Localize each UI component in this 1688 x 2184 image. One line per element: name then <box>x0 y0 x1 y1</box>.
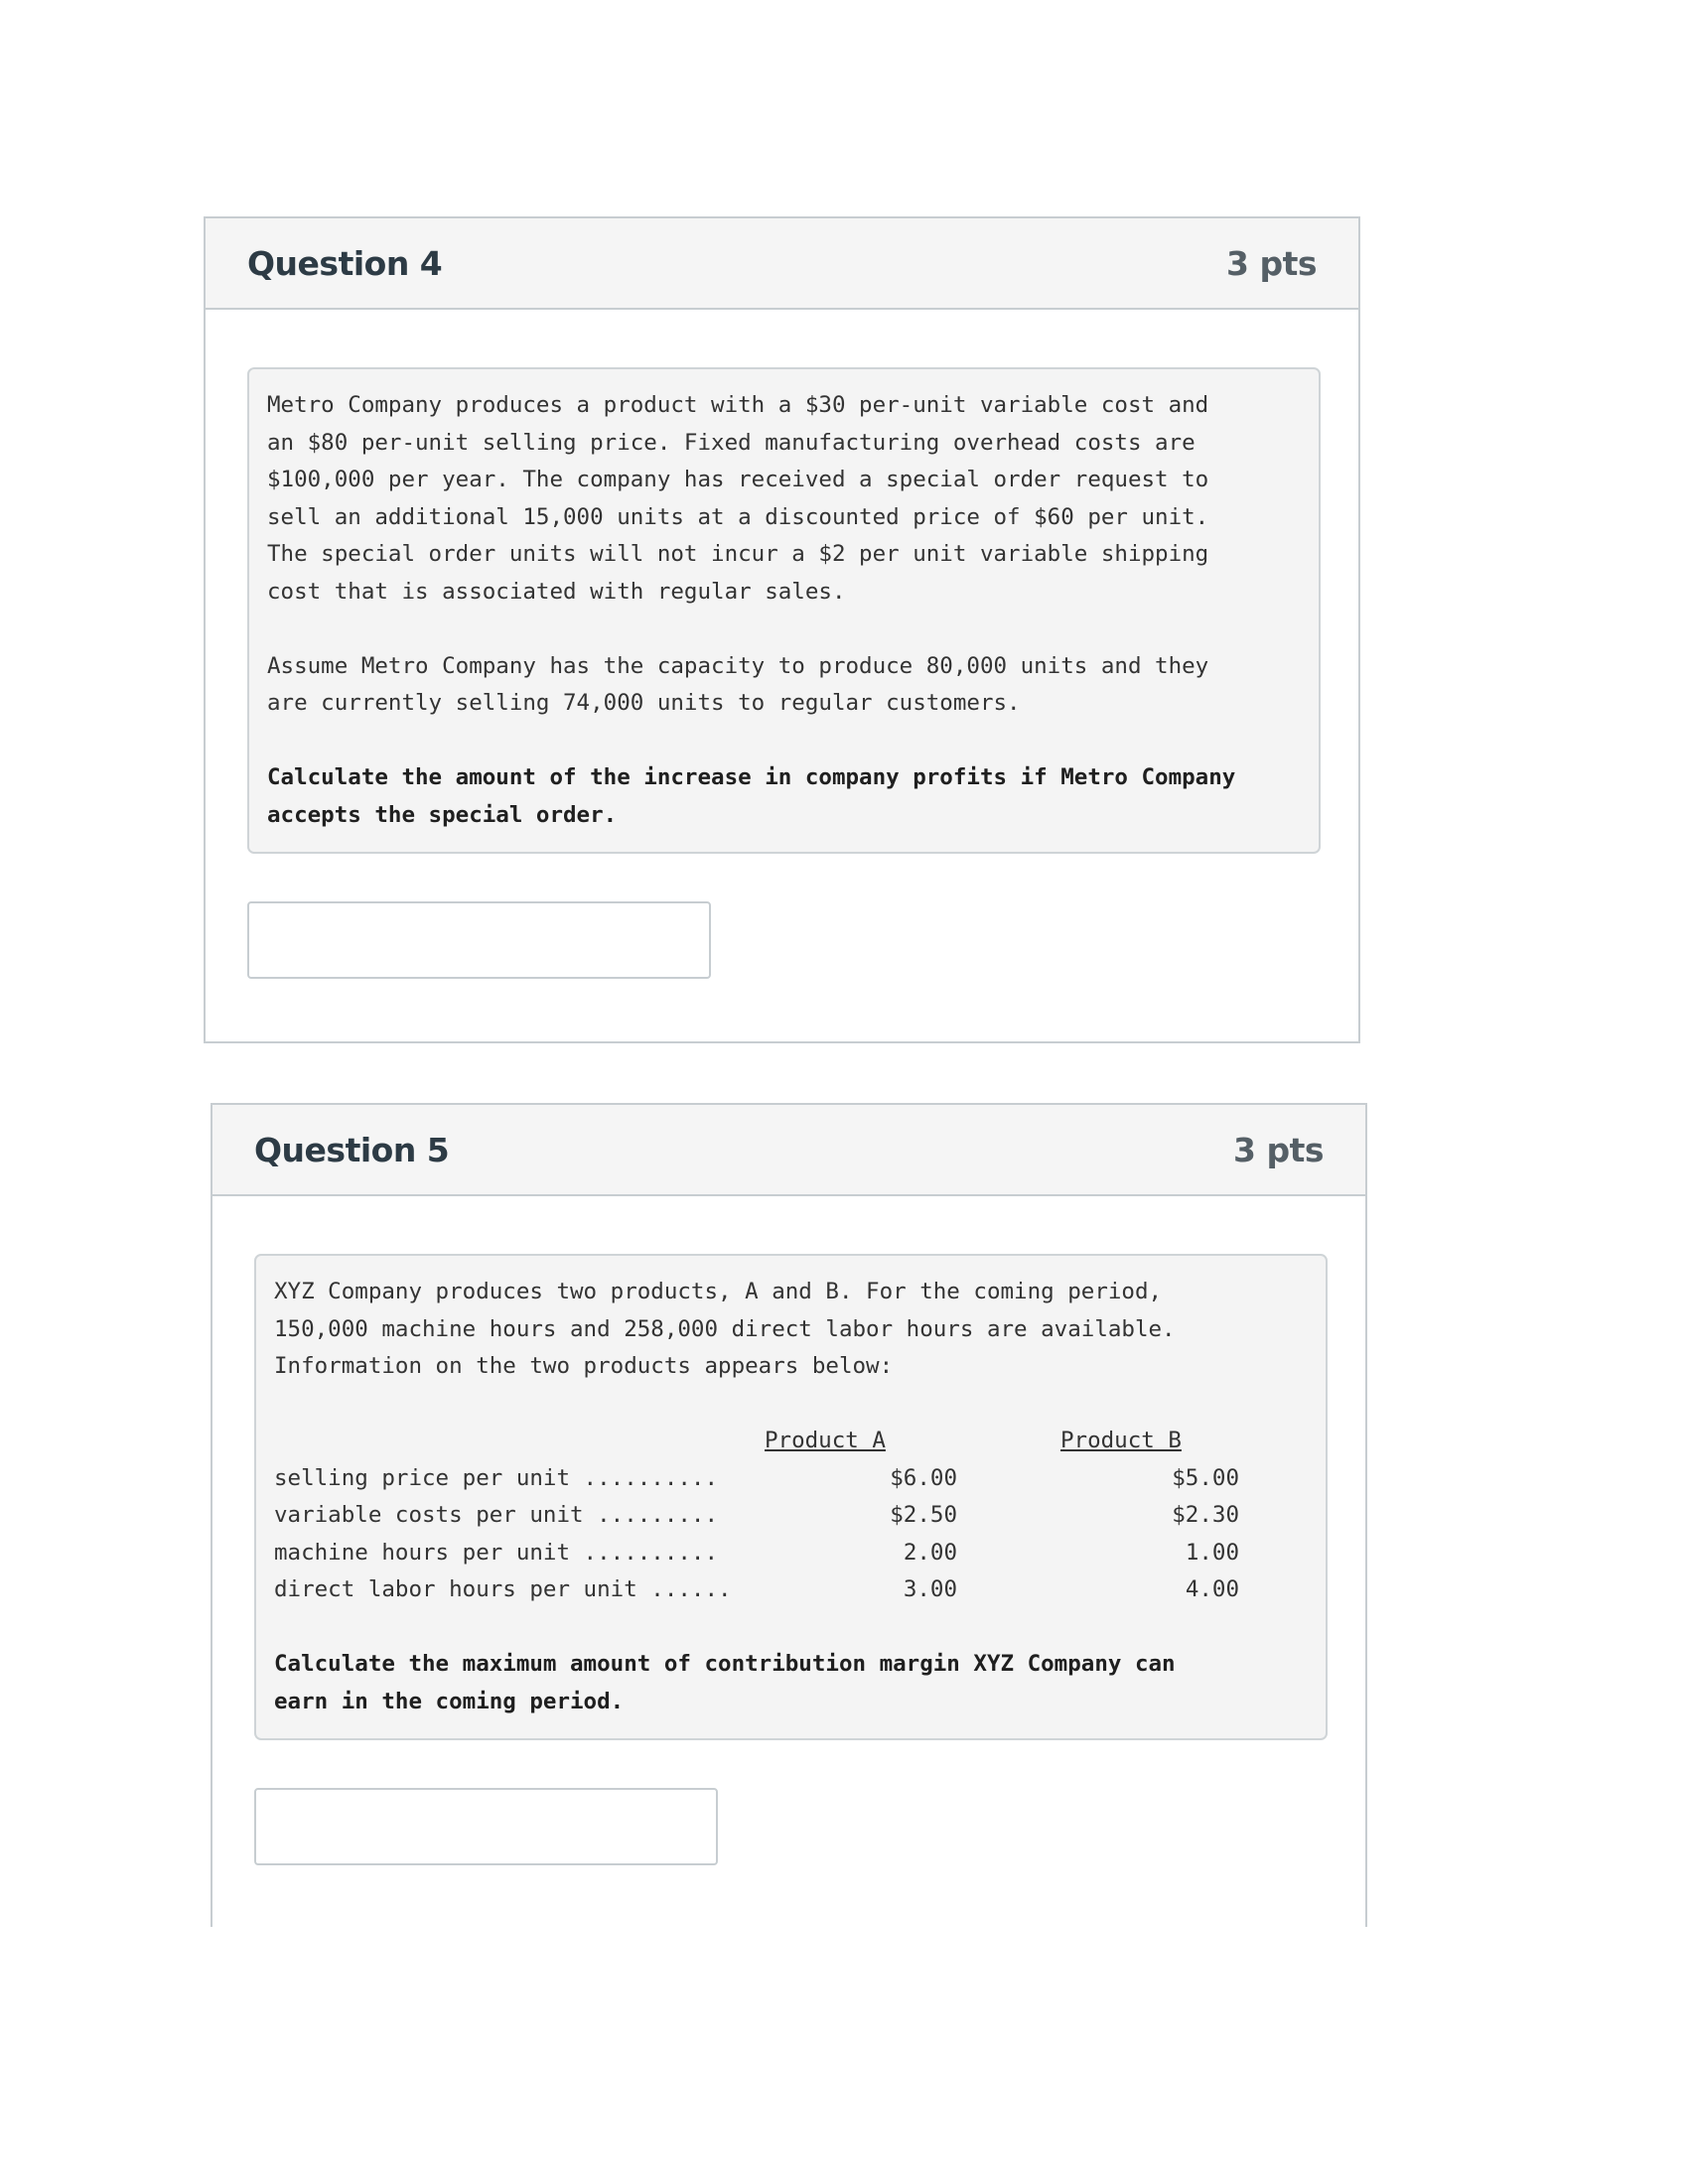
row-label: variable costs per unit ......... <box>274 1502 719 1528</box>
product-a-value: 2.00 <box>903 1539 957 1566</box>
product-b-value: $2.30 <box>1172 1502 1239 1528</box>
product-b-value: $5.00 <box>1172 1464 1239 1491</box>
question-header <box>206 218 1358 310</box>
table-row <box>274 1571 1265 1609</box>
product-b-value: 4.00 <box>1185 1576 1239 1602</box>
product-table <box>274 1423 1265 1609</box>
answer-input[interactable] <box>247 901 711 979</box>
question-title: Question 4 <box>247 243 443 283</box>
product-b-value: 1.00 <box>1185 1539 1239 1566</box>
column-header-product-b: Product B <box>1060 1428 1182 1453</box>
product-a-value: $2.50 <box>890 1502 957 1528</box>
problem-text-box <box>247 367 1321 854</box>
problem-instruction: Calculate the amount of the increase in company profits if Metro Company accepts the special order. <box>267 764 1236 828</box>
row-label: machine hours per unit .......... <box>274 1539 719 1566</box>
question-4-card <box>204 216 1360 1043</box>
table-row <box>274 1535 1265 1572</box>
product-a-value: 3.00 <box>903 1576 957 1602</box>
problem-text-box <box>254 1254 1328 1740</box>
question-header <box>212 1105 1365 1196</box>
product-a-value: $6.00 <box>890 1464 957 1491</box>
question-points: 3 pts <box>1226 243 1317 283</box>
problem-paragraph: XYZ Company produces two products, A and B. For the coming period, 150,000 machine hours and 258,000 direct labor hours are available. Information on the two products appears below: <box>274 1279 1176 1379</box>
problem-paragraph: Metro Company produces a product with a $30 per-unit variable cost and an $80 per-unit selling price. Fixed manufacturing overhead costs are $100,000 per year. The company has received a special order request to sell an additional 15,000 units at a discounted price of $60 per unit. The special order units will not incur a $2 per unit variable shipping cost that is associated with regular sales. <box>267 392 1209 605</box>
table-header-row <box>274 1423 1265 1460</box>
question-body <box>212 1196 1365 1865</box>
table-row <box>274 1497 1265 1535</box>
question-title: Question 5 <box>254 1130 450 1169</box>
question-points: 3 pts <box>1233 1130 1324 1169</box>
problem-instruction: Calculate the maximum amount of contribution margin XYZ Company can earn in the coming period. <box>274 1651 1176 1714</box>
problem-paragraph: Assume Metro Company has the capacity to produce 80,000 units and they are currently selling 74,000 units to regular customers. <box>267 652 1209 716</box>
row-label: direct labor hours per unit ...... <box>274 1576 732 1602</box>
row-label: selling price per unit .......... <box>274 1464 719 1491</box>
table-row <box>274 1460 1265 1498</box>
question-body <box>206 310 1358 979</box>
column-header-product-a: Product A <box>765 1428 886 1453</box>
answer-input[interactable] <box>254 1788 718 1865</box>
question-5-card <box>211 1103 1367 1927</box>
